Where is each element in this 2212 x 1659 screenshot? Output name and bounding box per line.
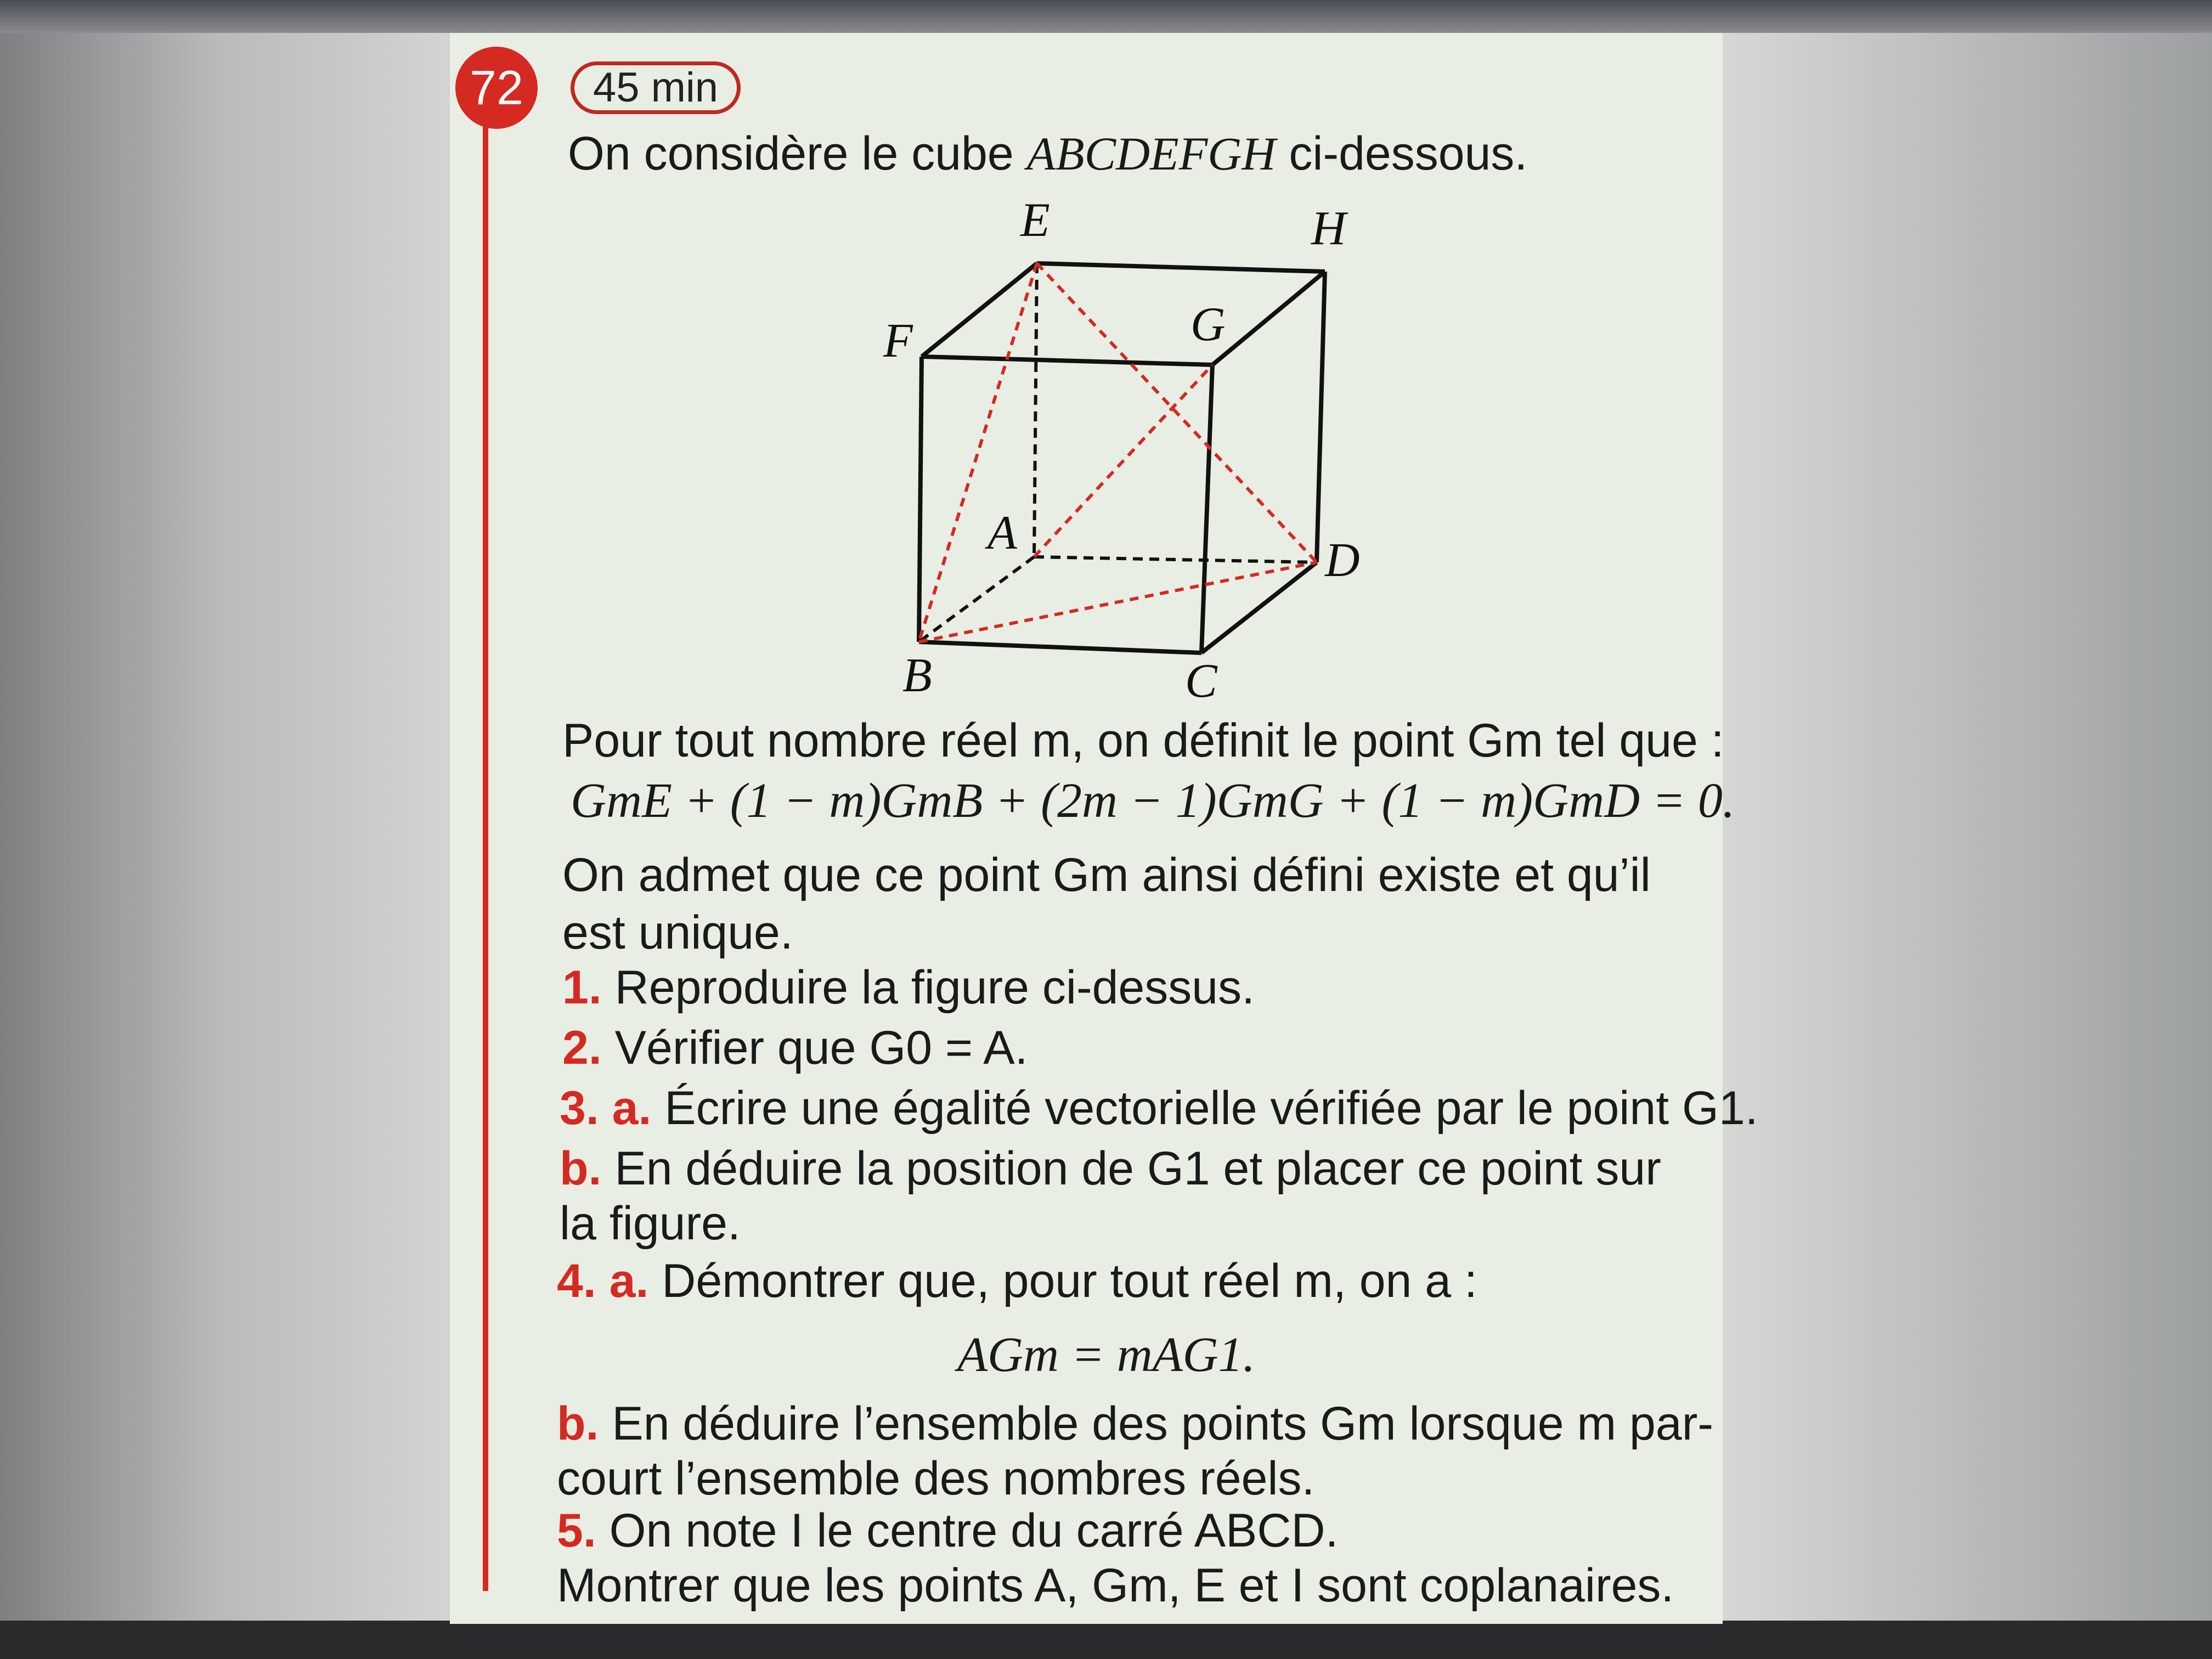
edge-HG (1212, 272, 1325, 365)
duration-badge: 45 min (571, 61, 741, 114)
segment-BD (919, 562, 1317, 642)
question-3a-number: 3. a. (560, 1082, 652, 1135)
label-B: B (902, 649, 932, 702)
question-4a-text: Démontrer que, pour tout réel m, on a : (662, 1255, 1477, 1307)
cube-solid-edges (919, 263, 1325, 653)
exercise-margin-bar (483, 110, 488, 1591)
edge-EH (1037, 263, 1325, 272)
question-3b-number: b. (560, 1142, 602, 1195)
background-bottom (0, 1621, 2212, 1659)
segment-AG (1034, 365, 1212, 557)
question-1-number: 1. (562, 961, 602, 1014)
question-5 (557, 1503, 1339, 1558)
edge-GC (1201, 365, 1212, 653)
cube-name: ABCDEFGH (1026, 127, 1276, 180)
question-1 (562, 960, 1255, 1015)
question-4b-text: En déduire l’ensemble des points Gm lorsque m par- (612, 1397, 1713, 1450)
definition-line-1: Pour tout nombre réel m, on définit le point Gm tel que : (562, 714, 1724, 767)
background-right (1718, 0, 2212, 1659)
segment-ED (1037, 263, 1317, 562)
question-3b (560, 1141, 1661, 1196)
background-top (0, 0, 2212, 33)
intro-suffix: ci-dessous. (1276, 127, 1528, 180)
question-4b-continued: court l’ensemble des nombres réels. (557, 1452, 1315, 1505)
question-3b-text: En déduire la position de G1 et placer ce point sur (614, 1142, 1661, 1195)
edge-FG (922, 357, 1212, 365)
question-2-text: Vérifier que G0 = A. (614, 1022, 1028, 1074)
question-4a (557, 1254, 1477, 1308)
intro-line (568, 126, 1527, 181)
label-G: G (1190, 298, 1226, 351)
edge-EF (922, 263, 1037, 357)
edge-HD (1317, 272, 1325, 562)
question-3a (560, 1081, 1758, 1136)
question-4b-number: b. (557, 1397, 599, 1450)
question-5-text: On note I le centre du carré ABCD. (609, 1504, 1339, 1557)
label-A: A (988, 506, 1017, 560)
question-2 (562, 1020, 1028, 1075)
definition-line-4: est unique. (562, 906, 793, 959)
edge-AB (919, 557, 1034, 642)
cube-hidden-edges (919, 263, 1317, 642)
label-E: E (1020, 194, 1050, 247)
edge-AD (1034, 557, 1317, 562)
edge-CD (1201, 562, 1317, 653)
red-dashed-lines (919, 263, 1317, 642)
question-4b (557, 1396, 1713, 1451)
cube-figure (856, 194, 1360, 724)
question-1-text: Reproduire la figure ci-dessus. (614, 961, 1255, 1014)
definition-line-3: On admet que ce point Gm ainsi défini existe et qu’il (562, 849, 1651, 901)
label-F: F (883, 314, 913, 368)
edge-FB (919, 357, 922, 642)
question-4a-number: 4. a. (557, 1255, 649, 1307)
edge-BC (919, 642, 1201, 653)
label-C: C (1185, 654, 1217, 708)
segment-EB (919, 263, 1037, 642)
question-4a-formula: AGm = mAG1. (957, 1328, 1256, 1382)
question-5-number: 5. (557, 1504, 596, 1557)
question-2-number: 2. (562, 1022, 602, 1074)
question-5-continued: Montrer que les points A, Gm, E et I sont coplanaires. (557, 1559, 1674, 1612)
background-left (0, 0, 483, 1659)
intro-text: On considère le cube (568, 127, 1027, 180)
question-3a-text: Écrire une égalité vectorielle vérifiée par le point G1. (664, 1082, 1758, 1135)
question-3b-continued: la figure. (560, 1197, 741, 1250)
edge-EA (1034, 263, 1037, 557)
exercise-number-badge: 72 (455, 47, 538, 129)
label-H: H (1311, 202, 1346, 255)
label-D: D (1325, 534, 1360, 587)
definition-equation: GmE + (1 − m)GmB + (2m − 1)GmG + (1 − m)GmD = 0. (571, 774, 1735, 828)
